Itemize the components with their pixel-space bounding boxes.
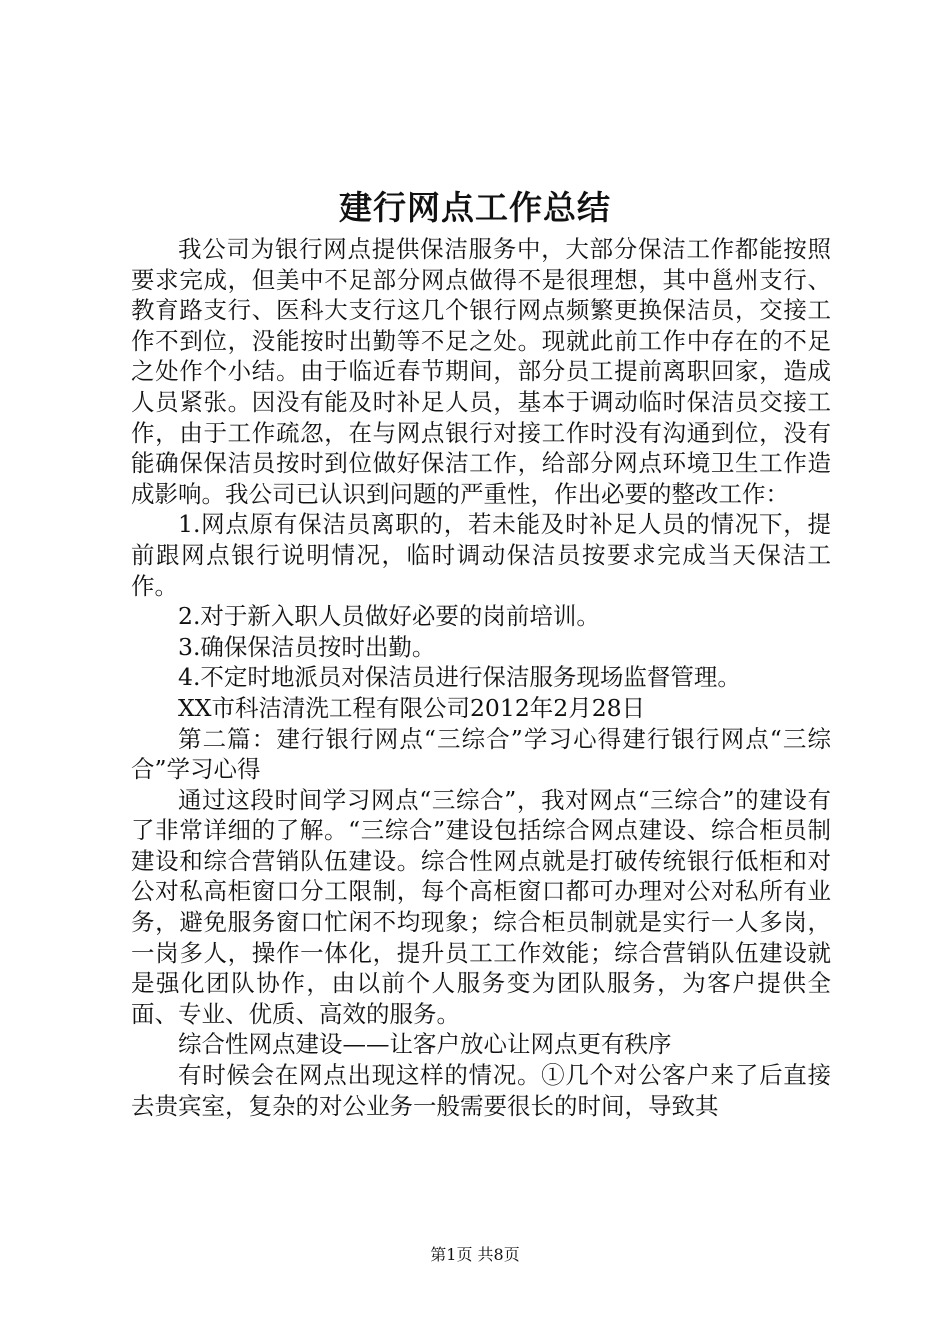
paragraph-second-title: 第二篇：建行银行网点“三综合”学习心得建行银行网点“三综合”学习心得: [131, 724, 831, 784]
paragraph-signature: XX市科洁清洗工程有限公司2012年2月28日: [178, 693, 646, 722]
document-body: [131, 234, 831, 1121]
paragraph-situation: 有时候会在网点出现这样的情况。①几个对公客户来了后直接去贵宾室，复杂的对公业务一般需要很长的时间，导致其: [131, 1061, 831, 1120]
paragraph-item-2: 2.对于新入职人员做好必要的岗前培训。: [178, 602, 600, 631]
page-footer: 第1页 共8页: [430, 1245, 520, 1264]
paragraph-item-4: 4.不定时地派员对保洁员进行保洁服务现场监督管理。: [178, 663, 741, 692]
paragraph-three-integration: 通过这段时间学习网点“三综合”，我对网点“三综合”的建设有了非常详细的了解。“三综合”建设包括综合网点建设、综合柜员制建设和综合营销队伍建设。综合性网点就是打破传统银行低柜和对公对私高柜窗口分工限制，每个高柜窗口都可办理对公对私所有业务，避免服务窗口忙闲不均现象；综合柜员制就是实行一人多岗，一岗多人，操作一体化，提升员工工作效能；综合营销队伍建设就是强化团队协作，由以前个人服务变为团队服务，为客户提供全面、专业、优质、高效的服务。: [131, 785, 831, 1028]
document-title: 建行网点工作总结: [339, 188, 611, 227]
paragraph-intro: 我公司为银行网点提供保洁服务中，大部分保洁工作都能按照要求完成，但美中不足部分网点做得不是很理想，其中邕州支行、教育路支行、医科大支行这几个银行网点频繁更换保洁员，交接工作不到位，没能按时出勤等不足之处。现就此前工作中存在的不足之处作个小结。由于临近春节期间，部分员工提前离职回家，造成人员紧张。因没有能及时补足人员，基本于调动临时保洁员交接工作，由于工作疏忽，在与网点银行对接工作时没有沟通到位，没有能确保保洁员按时到位做好保洁工作，给部分网点环境卫生工作造成影响。我公司已认识到问题的严重性，作出必要的整改工作：: [131, 235, 831, 508]
paragraph-subheading: 综合性网点建设——让客户放心让网点更有秩序: [178, 1030, 672, 1059]
paragraph-item-3: 3.确保保洁员按时出勤。: [178, 632, 436, 661]
paragraph-item-1: 1.网点原有保洁员离职的，若未能及时补足人员的情况下，提前跟网点银行说明情况，临时调动保洁员按要求完成当天保洁工作。: [131, 510, 831, 600]
